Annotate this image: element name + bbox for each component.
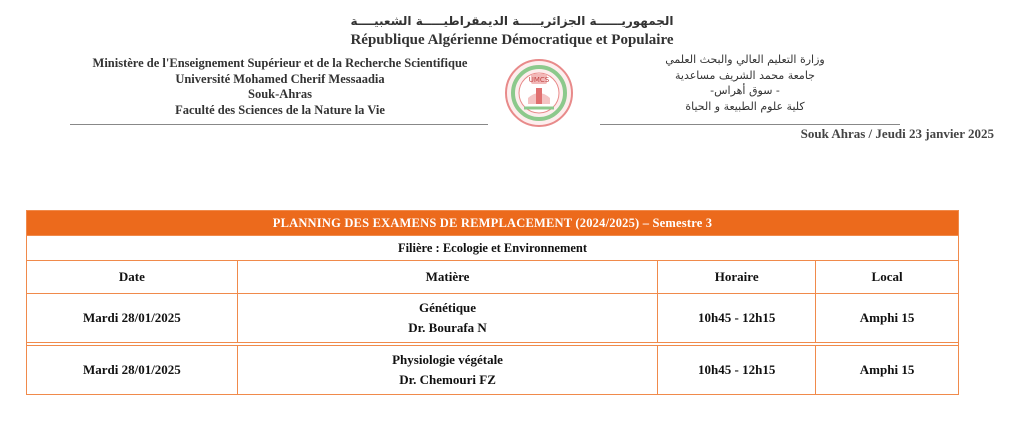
university-line: Université Mohamed Cherif Messaadia xyxy=(175,71,385,86)
exam-subject-cell xyxy=(237,346,658,395)
column-header-room: Local xyxy=(816,261,959,294)
exam-time: 10h45 - 12h15 xyxy=(658,294,816,343)
exam-teacher: Dr. Chemouri FZ xyxy=(399,372,496,387)
city-line: Souk-Ahras xyxy=(248,87,312,101)
university-logo xyxy=(504,58,574,128)
table-row xyxy=(27,346,959,395)
arabic-institution-block xyxy=(600,52,890,114)
exam-subject: Génétique xyxy=(419,300,477,315)
arabic-faculty-line: كلية علوم الطبيعة و الحياة xyxy=(685,99,805,113)
exam-subject: Physiologie végétale xyxy=(392,352,503,367)
ministry-line: Ministère de l'Enseignement Supérieur et de la Recherche Scientifique xyxy=(92,56,468,70)
filiere-row xyxy=(27,236,959,261)
arabic-republic-title: الجمهوريــــــة الجزائريـــــة الديمقراطيـــــة الشعبيــــة xyxy=(350,14,674,28)
exam-date: Mardi 28/01/2025 xyxy=(27,346,238,395)
exam-room: Amphi 15 xyxy=(816,346,959,395)
exam-room: Amphi 15 xyxy=(816,294,959,343)
exam-teacher: Dr. Bourafa N xyxy=(408,320,487,335)
column-header-date: Date xyxy=(27,261,238,294)
schedule-title: PLANNING DES EXAMENS DE REMPLACEMENT (2024/2025) – Semestre 3 xyxy=(27,211,959,236)
table-row xyxy=(27,294,959,343)
arabic-city-line: - سوق أهراس- xyxy=(710,84,780,97)
document-date: Souk Ahras / Jeudi 23 janvier 2025 xyxy=(800,126,994,141)
column-header-subject: Matière xyxy=(237,261,658,294)
arabic-ministry-line: وزارة التعليم العالي والبحث العلمي xyxy=(665,53,825,66)
arabic-university-line: جامعة محمد الشريف مساعدية xyxy=(675,68,815,82)
logo-text: UMCS xyxy=(528,76,550,84)
left-header-rule xyxy=(70,124,488,125)
exam-date: Mardi 28/01/2025 xyxy=(27,294,238,343)
right-header-rule xyxy=(600,124,900,125)
table-header-row xyxy=(27,261,959,294)
exam-subject-cell xyxy=(237,294,658,343)
republic-title: République Algérienne Démocratique et Populaire xyxy=(350,32,674,48)
exam-time: 10h45 - 12h15 xyxy=(658,346,816,395)
exam-schedule-table xyxy=(26,210,959,395)
filiere-label: Filière : Ecologie et Environnement xyxy=(27,236,959,261)
faculty-line: Faculté des Sciences de la Nature la Vie xyxy=(175,102,385,117)
column-header-time: Horaire xyxy=(658,261,816,294)
table-title-row xyxy=(27,211,959,236)
french-institution-block xyxy=(60,56,500,118)
